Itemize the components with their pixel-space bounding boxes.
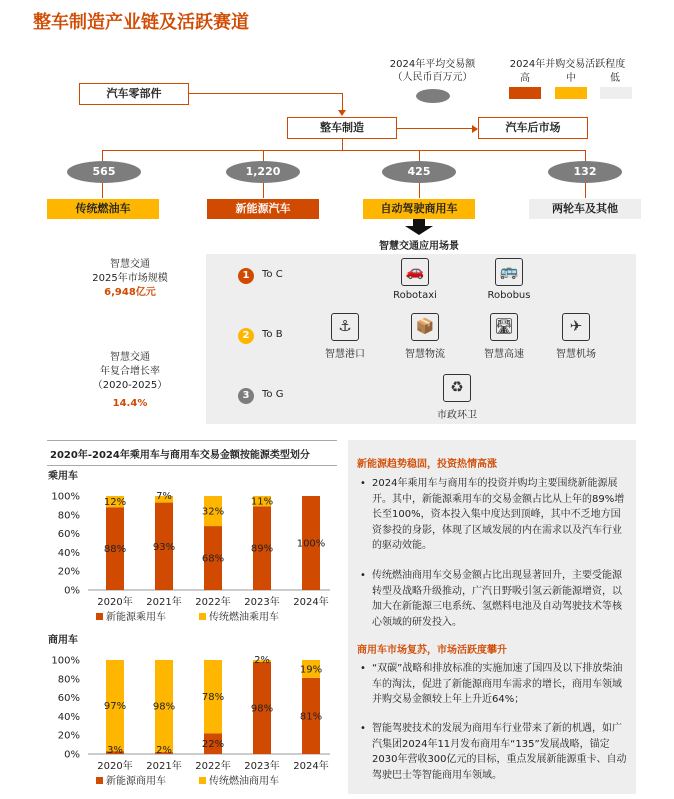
scene-highway bbox=[477, 313, 531, 360]
scene-airport bbox=[549, 313, 603, 360]
chart-2-ytick: 60% bbox=[57, 693, 80, 705]
chart-1-legend-label-2: 传统燃油乘用车 bbox=[209, 612, 279, 623]
tog-label: To G bbox=[262, 389, 284, 400]
chart-1-xtick: 2020年 bbox=[97, 597, 133, 608]
scene-sanitation-label: 市政环卫 bbox=[437, 410, 477, 421]
chart-2-ytick: 20% bbox=[57, 730, 80, 742]
scene-robotaxi-label: Robotaxi bbox=[393, 290, 437, 301]
aftermarket-box: 汽车后市场 bbox=[478, 117, 588, 139]
legend-low-swatch bbox=[600, 87, 632, 99]
sanitation-icon: ♻ bbox=[443, 374, 471, 402]
scene-airport-label: 智慧机场 bbox=[556, 349, 596, 360]
active-legend-title: 2024年并购交易活跃程度 bbox=[509, 59, 626, 70]
seg-drop-1 bbox=[102, 183, 103, 198]
chart-1-ytick: 40% bbox=[57, 547, 80, 559]
chart-1-label-新能源乘用车: 100% bbox=[296, 538, 326, 550]
charts-svg bbox=[40, 468, 340, 799]
legend-mid-swatch bbox=[555, 87, 587, 99]
chart-1-label-新能源乘用车: 88% bbox=[103, 544, 127, 556]
chart-1-ytick: 0% bbox=[64, 585, 80, 597]
chart-2-xtick: 2022年 bbox=[195, 761, 231, 772]
parts-box: 汽车零部件 bbox=[79, 83, 189, 105]
segment-label-2: 新能源汽车 bbox=[207, 199, 319, 219]
scene-logistics-label: 智慧物流 bbox=[405, 349, 445, 360]
insight-bullet-1: • 2024年乘用车与商用车的投资并购均主要围绕新能源展开。其中，新能源乘用车的交易金额占比从上年的89%增长至100%，资本投入集中度达到顶峰，其中不乏地方国资参投的身影，体现了区域发展的内在需求以及汽车行业的驱动效能。 bbox=[372, 476, 628, 554]
chart-2-label-新能源商用车: 3% bbox=[107, 745, 123, 756]
chart-1-xtick: 2023年 bbox=[244, 597, 280, 608]
page-title: 整车制造产业链及活跃赛道 bbox=[33, 12, 249, 33]
seg-drop-2 bbox=[263, 183, 264, 198]
chart-1-label-新能源乘用车: 93% bbox=[152, 541, 176, 553]
scene-arrow-down-icon bbox=[405, 226, 433, 235]
scene-title: 智慧交通应用场景 bbox=[379, 241, 459, 252]
scene-sanitation bbox=[430, 374, 484, 421]
airport-icon: ✈ bbox=[562, 313, 590, 341]
cagr-l1: 智慧交通 bbox=[110, 352, 150, 363]
port-icon: ⚓ bbox=[331, 313, 359, 341]
chart-2-label-传统燃油商用车: 2% bbox=[254, 655, 270, 666]
segment-label-3: 自动驾驶商用车 bbox=[363, 199, 475, 219]
segments-line bbox=[102, 150, 586, 151]
bus-icon: 🚌 bbox=[495, 258, 523, 286]
chart-1-xtick: 2022年 bbox=[195, 597, 231, 608]
chart-section-title: 2020年-2024年乘用车与商用车交易金额按能源类型划分 bbox=[50, 450, 310, 461]
chart-1-title: 乘用车 bbox=[48, 471, 78, 482]
chart-1-xtick: 2024年 bbox=[293, 597, 329, 608]
scene-arrow-shaft bbox=[413, 219, 425, 226]
tog-number: 3 bbox=[238, 388, 254, 404]
tob-number: 2 bbox=[238, 328, 254, 344]
chart-1-label-新能源乘用车: 68% bbox=[201, 553, 225, 565]
avg-legend bbox=[380, 58, 485, 84]
segment-value-3: 425 bbox=[382, 161, 456, 183]
market-size-l1: 智慧交通 bbox=[110, 259, 150, 270]
chart-1-legend-swatch-1 bbox=[96, 613, 103, 620]
market-size-value: 6,948亿元 bbox=[104, 287, 156, 298]
segment-value-2: 1,220 bbox=[226, 161, 300, 183]
cagr-l3: （2020-2025） bbox=[92, 380, 168, 391]
chart-2-xtick: 2020年 bbox=[97, 761, 133, 772]
market-size-l2: 2025年市场规模 bbox=[92, 273, 168, 284]
chart-2-label-新能源商用车: 81% bbox=[299, 711, 323, 723]
seg-drop-3 bbox=[419, 183, 420, 198]
scene-logistics bbox=[398, 313, 452, 360]
logistics-icon: 📦 bbox=[411, 313, 439, 341]
chart-1-ytick: 20% bbox=[57, 566, 80, 578]
market-size-stat bbox=[70, 258, 190, 300]
chart-2-label-新能源商用车: 98% bbox=[250, 703, 274, 715]
scene-robobus bbox=[482, 258, 536, 301]
tob-label: To B bbox=[262, 329, 283, 340]
avg-legend-line2: （人民币百万元） bbox=[392, 72, 473, 83]
cagr-stat bbox=[70, 351, 190, 411]
car-icon: 🚗 bbox=[401, 258, 429, 286]
chart-2-xtick: 2024年 bbox=[293, 761, 329, 772]
insight-bullet-2: • 传统燃油商用车交易金额占比出现显著回升，主要受能源转型及战略升级推动，广汽日野吸引氢云新能源增资，以加大在新能源三电系统、氢燃料电池及自动驾驶技术等核心领域的研发投入。 bbox=[372, 568, 628, 630]
chart-1-label-传统燃油乘用车: 32% bbox=[201, 506, 225, 518]
chart-2-ytick: 100% bbox=[51, 655, 80, 667]
chart-2-label-传统燃油商用车: 19% bbox=[299, 664, 323, 676]
chart-1-ytick: 100% bbox=[51, 491, 80, 503]
vehicle-box: 整车制造 bbox=[287, 117, 397, 139]
scene-robotaxi bbox=[388, 258, 442, 301]
seg-drop-4 bbox=[585, 183, 586, 198]
chart-2-xtick: 2021年 bbox=[146, 761, 182, 772]
toc-label: To C bbox=[262, 269, 283, 280]
chart-1-legend-label-1: 新能源乘用车 bbox=[106, 612, 166, 623]
chart-2-legend-label-2: 传统燃油商用车 bbox=[209, 776, 279, 787]
avg-legend-line1: 2024年平均交易额 bbox=[389, 59, 476, 70]
segment-label-4: 两轮车及其他 bbox=[529, 199, 641, 219]
cagr-value: 14.4% bbox=[112, 398, 148, 409]
chart-2-ytick: 40% bbox=[57, 711, 80, 723]
chart-2-ytick: 80% bbox=[57, 674, 80, 686]
chart-2-title: 商用车 bbox=[48, 635, 78, 646]
chart-2-legend-label-1: 新能源商用车 bbox=[106, 776, 166, 787]
legend-mid: 中 bbox=[566, 73, 576, 84]
chart-2-ytick: 0% bbox=[64, 749, 80, 761]
scene-highway-label: 智慧高速 bbox=[484, 349, 524, 360]
legend-low: 低 bbox=[610, 73, 620, 84]
chart-1-legend-swatch-2 bbox=[199, 613, 206, 620]
highway-icon: 🛣 bbox=[490, 313, 518, 341]
toc-number: 1 bbox=[238, 268, 254, 284]
cagr-l2: 年复合增长率 bbox=[100, 366, 160, 377]
chart-1-label-新能源乘用车: 89% bbox=[250, 543, 274, 555]
chart-2-legend-swatch-2 bbox=[199, 777, 206, 784]
insight-heading-2: 商用车市场复苏，市场活跃度攀升 bbox=[357, 645, 507, 656]
chart-2-label-传统燃油商用车: 98% bbox=[152, 701, 176, 713]
avg-legend-ellipse bbox=[416, 89, 450, 103]
chart-2-label-传统燃油商用车: 97% bbox=[103, 701, 127, 713]
chart-2-legend-swatch-1 bbox=[96, 777, 103, 784]
vehicle-aftermarket-line bbox=[397, 128, 475, 129]
insight-bullet-4: • 智能驾驶技术的发展为商用车行业带来了新的机遇，如广汽集团2024年11月发布商用车“135”发展战略，锚定2030年营收300亿元的目标，重点发展新能源重卡、自动驾驶巴士等智能商用车领域。 bbox=[372, 721, 628, 783]
insight-heading-1: 新能源趋势稳固，投资热情高涨 bbox=[357, 459, 497, 470]
vehicle-down-line bbox=[342, 139, 343, 150]
chart-section-top-rule bbox=[47, 440, 337, 441]
segment-value-1: 565 bbox=[67, 161, 141, 183]
scene-port-label: 智慧港口 bbox=[325, 349, 365, 360]
chart-1-label-传统燃油乘用车: 11% bbox=[250, 496, 274, 508]
insight-bullet-3: • “双碳”战略和排放标准的实施加速了国四及以下排放柴油车的淘汰，促进了新能源商用车需求的增长，商用车领域并购交易金额较上年上升近64%； bbox=[372, 661, 628, 708]
chart-2-label-传统燃油商用车: 78% bbox=[201, 692, 225, 704]
chart-2-xtick: 2023年 bbox=[244, 761, 280, 772]
segment-label-1: 传统燃油车 bbox=[47, 199, 159, 219]
chart-1-ytick: 80% bbox=[57, 510, 80, 522]
legend-high: 高 bbox=[520, 73, 530, 84]
chart-1-label-传统燃油乘用车: 12% bbox=[103, 497, 127, 509]
chart-1-ytick: 60% bbox=[57, 529, 80, 541]
chart-2-label-新能源商用车: 2% bbox=[156, 745, 172, 756]
chart-1-xtick: 2021年 bbox=[146, 597, 182, 608]
scene-port bbox=[318, 313, 372, 360]
arrow-down-icon bbox=[338, 110, 346, 116]
parts-connector bbox=[189, 93, 342, 94]
segment-value-4: 132 bbox=[548, 161, 622, 183]
legend-high-swatch bbox=[509, 87, 541, 99]
chart-section-bottom-rule bbox=[47, 465, 337, 466]
scene-robobus-label: Robobus bbox=[487, 290, 531, 301]
chart-1-label-传统燃油乘用车: 7% bbox=[156, 491, 172, 502]
chart-2-label-新能源商用车: 22% bbox=[201, 739, 225, 751]
